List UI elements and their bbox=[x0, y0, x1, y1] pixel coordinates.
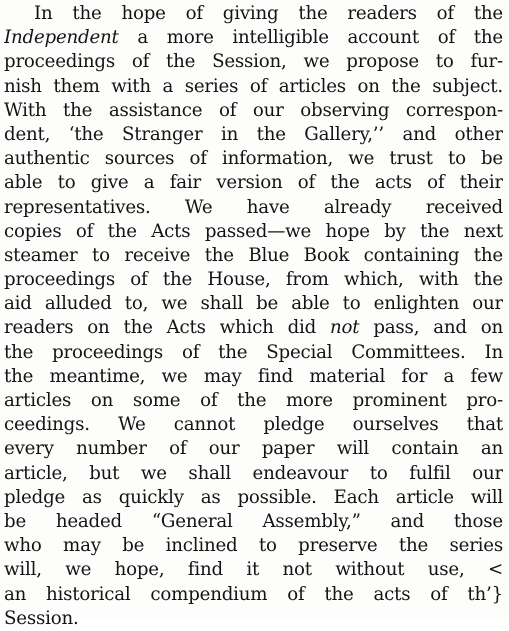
article-line: In the hope of giving the readers of the bbox=[34, 3, 503, 24]
article-line: Session. bbox=[4, 607, 79, 629]
article-line: articles on some of the more prominent pro- bbox=[4, 390, 503, 411]
article-line: able to give a fair version of the acts of their bbox=[4, 172, 503, 194]
article-line: steamer to receive the Blue Book containing the bbox=[4, 244, 503, 266]
line-text: a more intelligible account of the bbox=[118, 27, 503, 49]
article-line: pledge as quickly as possible. Each article will bbox=[4, 486, 503, 508]
article-line: dent, ‘the Stranger in the Gallery,’’ and other bbox=[4, 123, 503, 145]
article-line: the proceedings of the Special Committees. In bbox=[4, 341, 503, 363]
article-line: ceedings. We cannot pledge ourselves that bbox=[4, 414, 503, 436]
article-line: nish them with a series of articles on the subject. bbox=[4, 75, 503, 97]
article-line bbox=[4, 316, 503, 340]
line-text: readers on the Acts which did bbox=[4, 317, 331, 339]
article-line: every number of our paper will contain an bbox=[4, 438, 503, 460]
article-line: proceedings of the House, from which, with the bbox=[4, 269, 503, 291]
article-line: authentic sources of information, we trust to be bbox=[4, 148, 503, 170]
article-line bbox=[4, 26, 503, 50]
article-line: With the assistance of our observing correspon- bbox=[4, 99, 503, 121]
article-line: an historical compendium of the acts of th’} bbox=[4, 583, 503, 605]
article-line: will, we hope, find it not without use, < bbox=[4, 559, 503, 581]
article-line: representatives. We have already received bbox=[4, 196, 503, 218]
article-line: the meantime, we may find material for a few bbox=[4, 365, 503, 387]
line-text: pass, and on bbox=[359, 317, 503, 339]
article-line: who may be inclined to preserve the series bbox=[4, 535, 503, 557]
article-line: be headed “General Assembly,” and those bbox=[4, 510, 503, 532]
article-line: aid alluded to, we shall be able to enlighten our bbox=[4, 293, 503, 315]
italic-text: not bbox=[330, 317, 360, 339]
article-line: article, but we shall endeavour to fulfil our bbox=[4, 462, 503, 484]
article-line: copies of the Acts passed—we hope by the next bbox=[4, 220, 503, 242]
article-line: proceedings of the Session, we propose to fur- bbox=[4, 51, 503, 73]
article-body bbox=[4, 2, 503, 631]
italic-text: Independent bbox=[4, 27, 119, 49]
